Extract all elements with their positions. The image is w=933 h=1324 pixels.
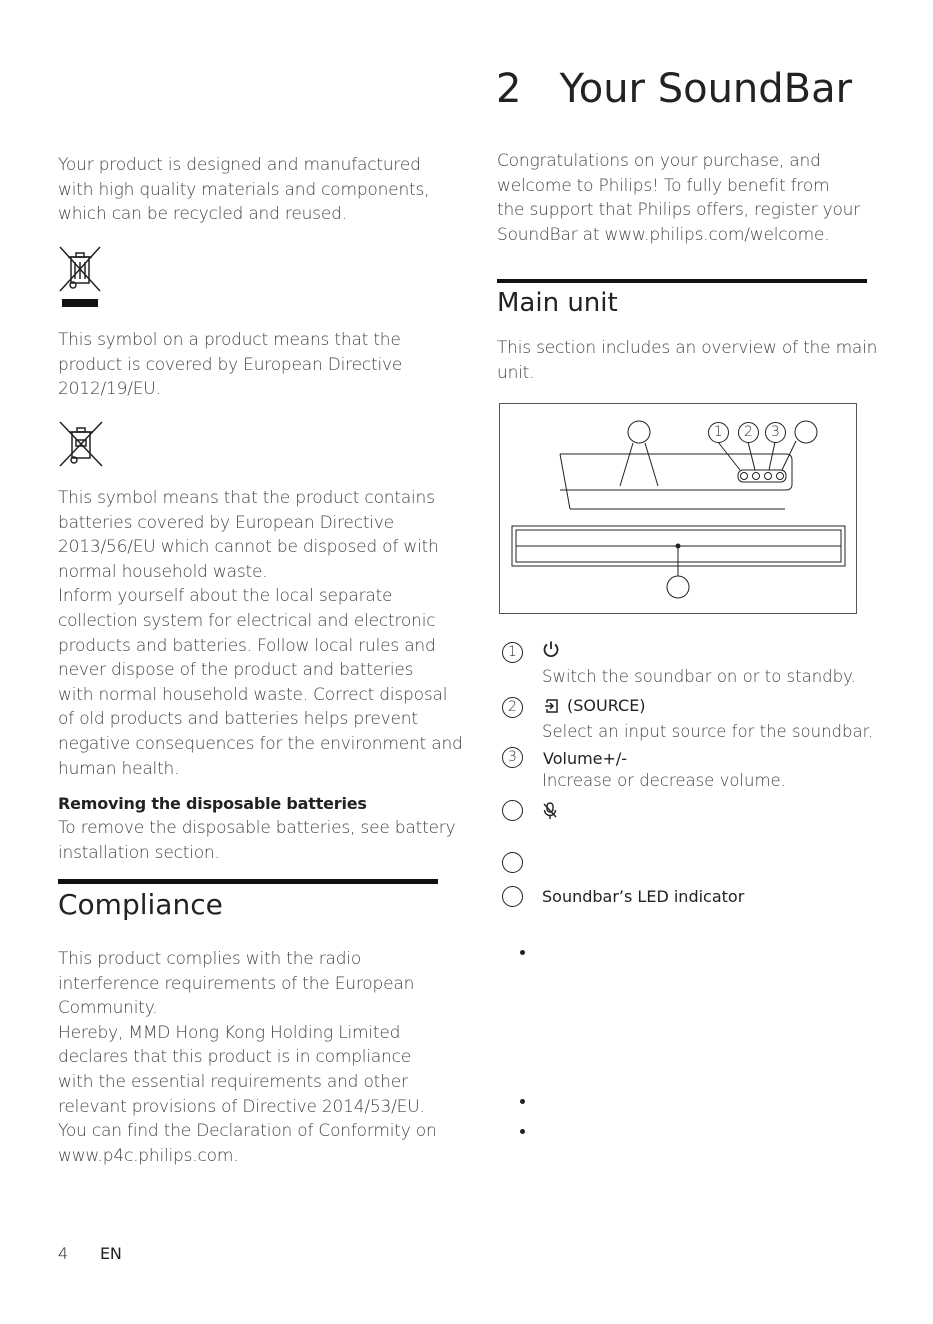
- compliance-paragraph: This product complies with the radio interference requirements of the European Community. Hereby, MMD Hong Kong Holding Limited declares that this product is in compliance with the essential requirements and other relevant provisions of Directive 2014/53/EU. You can find the Declaration of Conformity on www.p4c.philips.com.: [58, 949, 437, 1166]
- item-3-description: Increase or decrease volume.: [542, 771, 786, 790]
- chapter-title: 2 Your SoundBar: [496, 66, 853, 112]
- source-icon: [544, 698, 560, 714]
- item-3-label: Volume+/-: [543, 749, 628, 768]
- item-2-description: Select an input source for the soundbar.: [542, 722, 874, 741]
- soundbar-illustration: [500, 404, 856, 613]
- item-6-number: [502, 886, 523, 907]
- item-2-label: (SOURCE): [567, 696, 646, 715]
- bullet-1: [520, 950, 525, 955]
- removing-batteries-heading: Removing the disposable batteries: [58, 794, 367, 813]
- diagram-callout-1: 1: [708, 422, 729, 443]
- recycle-paragraph: Your product is designed and manufactured with high quality materials and components, which can be recycled and reused.: [58, 155, 430, 225]
- compliance-rule: [58, 879, 438, 884]
- microphone-icon: [542, 802, 558, 820]
- item-4-number: [502, 800, 523, 821]
- item-3-number: 3: [502, 747, 523, 768]
- item-1-number: 1: [502, 642, 523, 663]
- item-6-label: Soundbar’s LED indicator: [542, 887, 745, 906]
- weee-paragraph: This symbol on a product means that the product is covered by European Directive 2012/19/EU.: [58, 330, 403, 400]
- intro-paragraph: Congratulations on your purchase, and welcome to Philips! To fully benefit from the support that Philips offers, register your SoundBar at www.philips.com/welcome.: [497, 151, 861, 245]
- removing-batteries-paragraph: To remove the disposable batteries, see battery installation section.: [58, 818, 456, 863]
- crossed-bin-icon: [58, 245, 102, 309]
- diagram-callout-2: 2: [738, 422, 759, 443]
- bullet-2: [520, 1099, 525, 1104]
- diagram-callout-3: 3: [765, 422, 786, 443]
- crossed-battery-bin-icon: [58, 420, 104, 468]
- main-unit-diagram: [499, 403, 857, 614]
- bullet-3: [520, 1129, 525, 1134]
- compliance-heading: Compliance: [58, 888, 223, 921]
- item-5-number: [502, 852, 523, 873]
- item-1-description: Switch the soundbar on or to standby.: [542, 667, 856, 686]
- main-unit-paragraph: This section includes an overview of the main unit.: [497, 338, 878, 383]
- power-icon: [542, 640, 560, 658]
- main-unit-rule: [497, 279, 867, 283]
- battery-paragraph: This symbol means that the product contains batteries covered by European Directive 2013/56/EU which cannot be disposed of with normal household waste. Inform yourself about the local separate collection system for electrical and electronic products and batteries. Follow local rules and never dispose of the product and batteries with normal household waste. Correct disposal of old products and batteries helps prevent negative consequences for the environment and human health.: [58, 488, 463, 779]
- main-unit-heading: Main unit: [497, 288, 618, 318]
- language-code: EN: [100, 1244, 122, 1263]
- page-number: 4: [58, 1244, 68, 1263]
- item-2-number: 2: [502, 697, 523, 718]
